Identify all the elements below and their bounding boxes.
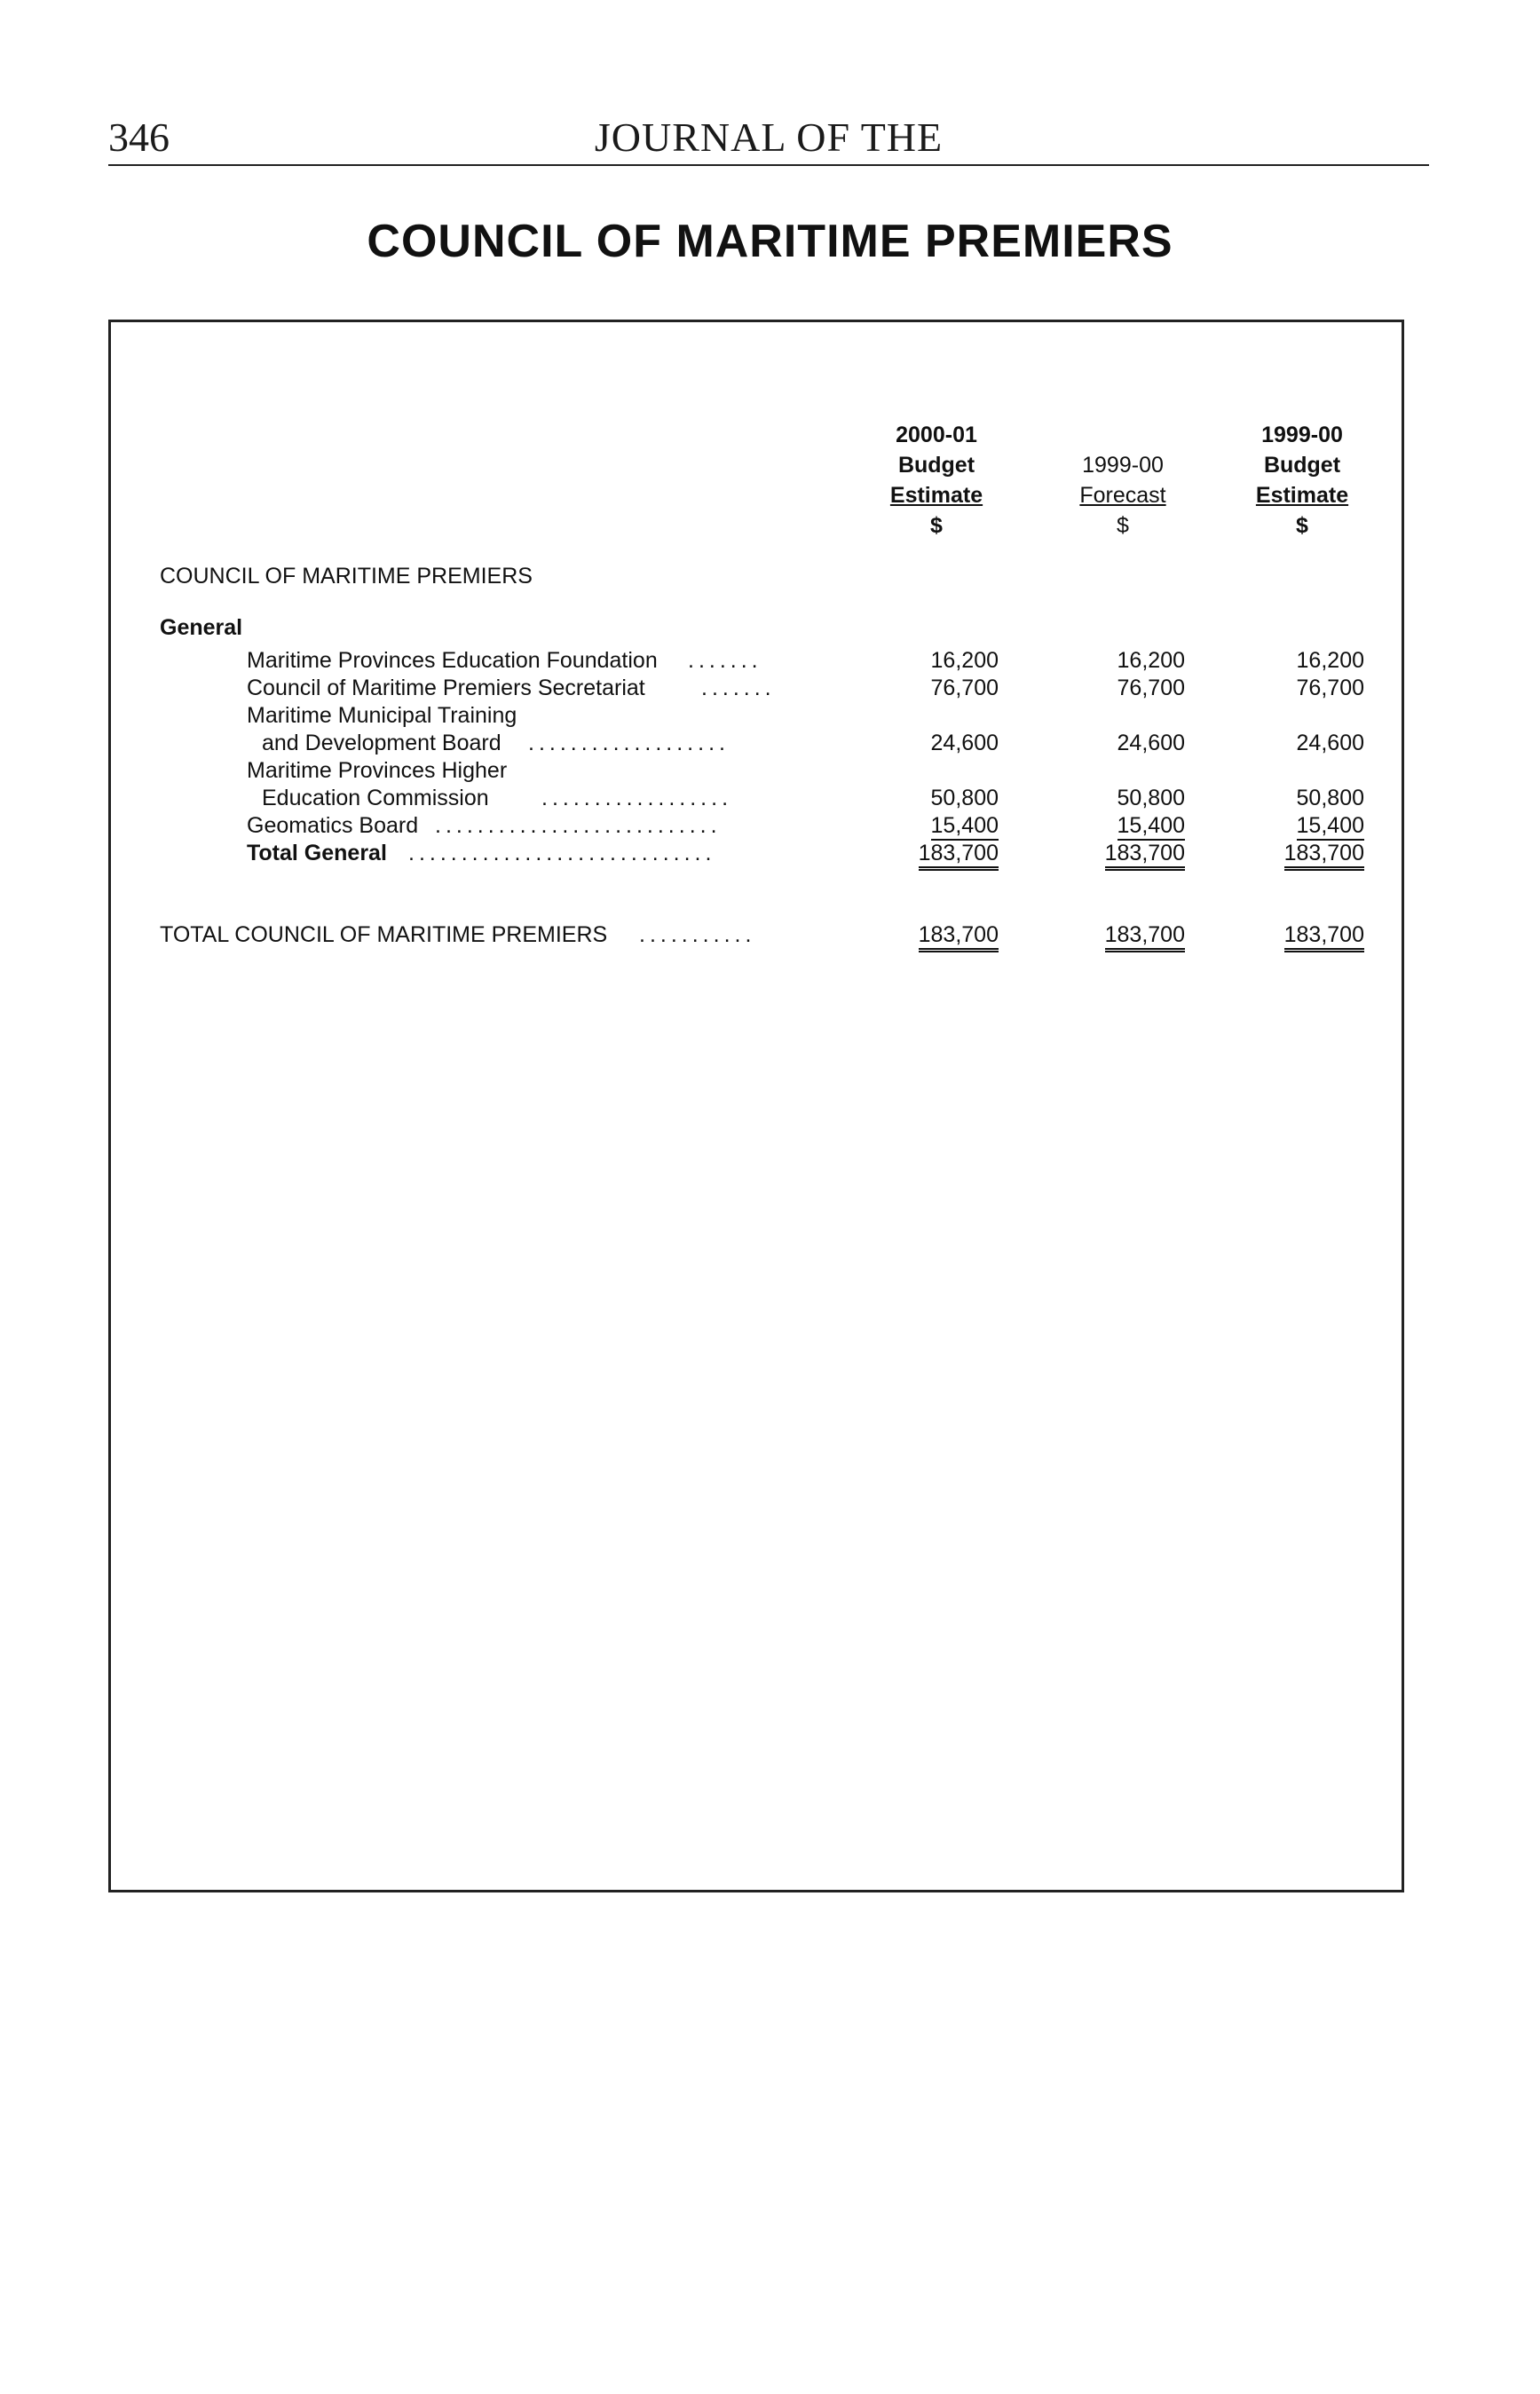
grand-total-2000-01 [821, 922, 999, 948]
row-label-line1: Maritime Municipal Training [247, 703, 517, 728]
row-value-forecast: 16,200 [1117, 648, 1185, 673]
total-general-1999-00 [1187, 841, 1364, 866]
page-title: COUNCIL OF MARITIME PREMIERS [367, 216, 1173, 267]
row-label-line1: Maritime Provinces Higher [247, 758, 508, 783]
column-header-line2: Budget [897, 453, 975, 478]
row-value-1999-00: 24,600 [1296, 731, 1364, 755]
grand-total-forecast [1007, 922, 1185, 948]
row-value-2000-01: 76,700 [930, 676, 999, 700]
page-number: 346 [108, 115, 170, 160]
column-header-line1: 1999-00 [1261, 423, 1343, 447]
row-label: Maritime Provinces Education Foundation [247, 648, 658, 673]
row-value-2000-01 [821, 813, 999, 839]
row-label: Council of Maritime Premiers Secretariat [247, 676, 645, 700]
row-value-forecast: 24,600 [1117, 731, 1185, 755]
group-label-general: General [160, 615, 243, 640]
row-value-2000-01: 16,200 [930, 648, 999, 673]
dot-leader: ....... [688, 648, 762, 673]
dot-leader: .................. [541, 786, 733, 810]
total-underline: 183,700 [1284, 841, 1364, 871]
dot-leader: ........................... [435, 813, 722, 838]
header-rule [108, 164, 1429, 166]
row-value-1999-00: 76,700 [1296, 676, 1364, 700]
column-header-unit: $ [1117, 513, 1129, 538]
column-header-unit: $ [1296, 513, 1308, 538]
column-header-line1 [1025, 420, 1220, 450]
dot-leader: ....... [701, 676, 776, 700]
subtotal-underline: 15,400 [931, 813, 999, 841]
row-label: Geomatics Board [247, 813, 419, 838]
total-underline: 183,700 [1284, 922, 1364, 952]
dot-leader: ........... [639, 922, 756, 947]
row-value-1999-00 [1187, 813, 1364, 839]
column-header-line3: Estimate [889, 483, 983, 508]
column-header-line2: 1999-00 [1082, 453, 1164, 478]
dot-leader: ................... [528, 731, 730, 755]
row-value-forecast: 50,800 [1117, 786, 1185, 810]
column-header-forecast-1999-00 [1025, 420, 1220, 541]
total-underline: 183,700 [919, 841, 999, 871]
total-underline: 183,700 [1105, 841, 1185, 871]
row-value-forecast: 76,700 [1117, 676, 1185, 700]
column-header-line3: Estimate [1255, 483, 1349, 508]
grand-total-1999-00 [1187, 922, 1364, 948]
total-underline: 183,700 [1105, 922, 1185, 952]
dot-leader: ............................. [408, 841, 716, 865]
row-label: and Development Board [262, 731, 501, 755]
total-general-2000-01 [821, 841, 999, 866]
row-value-1999-00: 16,200 [1296, 648, 1364, 673]
column-header-line3: Forecast [1079, 483, 1166, 508]
grand-total-label: TOTAL COUNCIL OF MARITIME PREMIERS [160, 922, 608, 947]
total-underline: 183,700 [919, 922, 999, 952]
column-header-line1: 2000-01 [896, 423, 977, 447]
column-header-budget-estimate-2000-01 [839, 420, 1034, 541]
subtotal-underline: 15,400 [1297, 813, 1364, 841]
column-header-unit: $ [930, 513, 943, 538]
journal-title: JOURNAL OF THE [594, 115, 944, 160]
estimates-table-box [108, 320, 1404, 1892]
column-header-line2: Budget [1263, 453, 1341, 478]
column-header-budget-estimate-1999-00 [1204, 420, 1400, 541]
total-general-label: Total General [247, 841, 387, 865]
row-value-2000-01: 50,800 [930, 786, 999, 810]
row-value-2000-01: 24,600 [930, 731, 999, 755]
row-value-forecast [1007, 813, 1185, 839]
total-general-forecast [1007, 841, 1185, 866]
row-label: Education Commission [262, 786, 489, 810]
section-title: COUNCIL OF MARITIME PREMIERS [160, 564, 533, 589]
subtotal-underline: 15,400 [1117, 813, 1185, 841]
row-value-1999-00: 50,800 [1296, 786, 1364, 810]
